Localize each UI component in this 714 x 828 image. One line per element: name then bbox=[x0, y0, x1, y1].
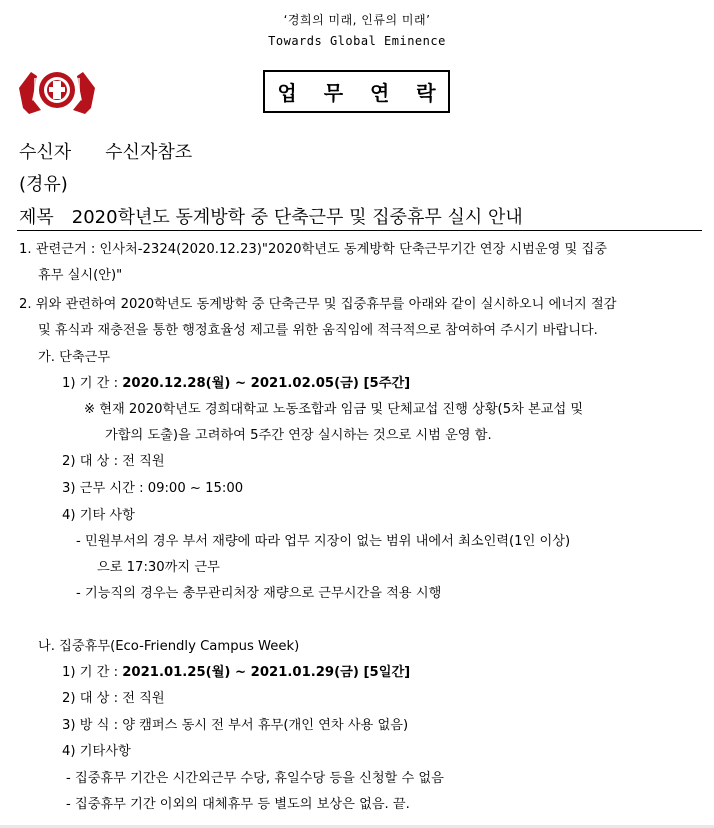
recipient-value: 수신자참조 bbox=[105, 142, 193, 163]
recipient-line bbox=[19, 138, 192, 164]
section-ga-note-line1: ※ 현재 2020학년도 경희대학교 노동조합과 임금 및 단체교섭 진행 상황(5차 본교섭 및 bbox=[84, 402, 584, 417]
section-ga-etc-item2: - 기능직의 경우는 총무관리처장 재량으로 근무시간을 적용 시행 bbox=[76, 586, 442, 601]
via-line: (경유) bbox=[19, 174, 68, 195]
section-na-period bbox=[62, 661, 410, 680]
section-ga-period-value: 2020.12.28(월) ~ 2021.02.05(금) [5주간] bbox=[122, 376, 411, 391]
section-ga-heading: 가. 단축근무 bbox=[38, 350, 111, 365]
header-divider bbox=[17, 230, 702, 231]
item1-line1: 1. 관련근거 : 인사처-2324(2020.12.23)"2020학년도 동계방학 단축근무기간 연장 시범운영 및 집중 bbox=[19, 242, 607, 257]
section-ga-etc: 4) 기타 사항 bbox=[62, 508, 135, 523]
subject-line bbox=[19, 203, 523, 229]
section-ga-target: 2) 대 상 : 전 직원 bbox=[62, 454, 165, 469]
item1-line2: 휴무 실시(안)" bbox=[38, 268, 123, 283]
section-na-period-label: 1) 기 간 : bbox=[62, 665, 123, 680]
item2-line1: 2. 위와 관련하여 2020학년도 동계방학 중 단축근무 및 집중휴무를 아래와 같이 실시하오니 에너지 절감 bbox=[19, 297, 617, 312]
section-ga-note-line2: 가합의 도출)을 고려하여 5주간 연장 실시하는 것으로 시범 운영 함. bbox=[105, 428, 492, 443]
subject-label: 제목 bbox=[19, 207, 54, 228]
section-na-etc: 4) 기타사항 bbox=[62, 744, 131, 759]
document-title: 업 무 연 락 bbox=[263, 70, 450, 113]
motto-english: Towards Global Eminence bbox=[268, 34, 446, 48]
section-ga-hours: 3) 근무 시간 : 09:00 ~ 15:00 bbox=[62, 481, 244, 496]
section-na-etc-item1: - 집중휴무 기간은 시간외근무 수당, 휴일수당 등을 신청할 수 없음 bbox=[66, 771, 444, 786]
section-ga-period bbox=[62, 372, 410, 391]
section-ga-etc-item1-line1: - 민원부서의 경우 부서 재량에 따라 업무 지장이 없는 범위 내에서 최소인력(1인 이상) bbox=[76, 534, 571, 549]
section-na-etc-item2: - 집중휴무 기간 이외의 대체휴무 등 별도의 보상은 없음. 끝. bbox=[66, 797, 410, 812]
section-ga-etc-item1-line2: 으로 17:30까지 근무 bbox=[97, 560, 220, 575]
section-na-period-value: 2021.01.25(월) ~ 2021.01.29(금) [5일간] bbox=[122, 665, 411, 680]
section-na-target: 2) 대 상 : 전 직원 bbox=[62, 691, 165, 706]
section-na-method: 3) 방 식 : 양 캠퍼스 동시 전 부서 휴무(개인 연차 사용 없음) bbox=[62, 718, 409, 733]
motto-korean: ‘경희의 미래, 인류의 미래’ bbox=[283, 13, 431, 27]
subject-value: 2020학년도 동계방학 중 단축근무 및 집중휴무 실시 안내 bbox=[71, 207, 523, 228]
section-na-heading: 나. 집중휴무(Eco-Friendly Campus Week) bbox=[38, 639, 300, 654]
recipient-label: 수신자 bbox=[19, 142, 72, 163]
university-logo-icon bbox=[17, 66, 97, 116]
item2-line2: 및 휴식과 재충전을 통한 행정효율성 제고를 위한 움직임에 적극적으로 참여하여 주시기 바랍니다. bbox=[38, 323, 598, 338]
section-ga-period-label: 1) 기 간 : bbox=[62, 376, 123, 391]
